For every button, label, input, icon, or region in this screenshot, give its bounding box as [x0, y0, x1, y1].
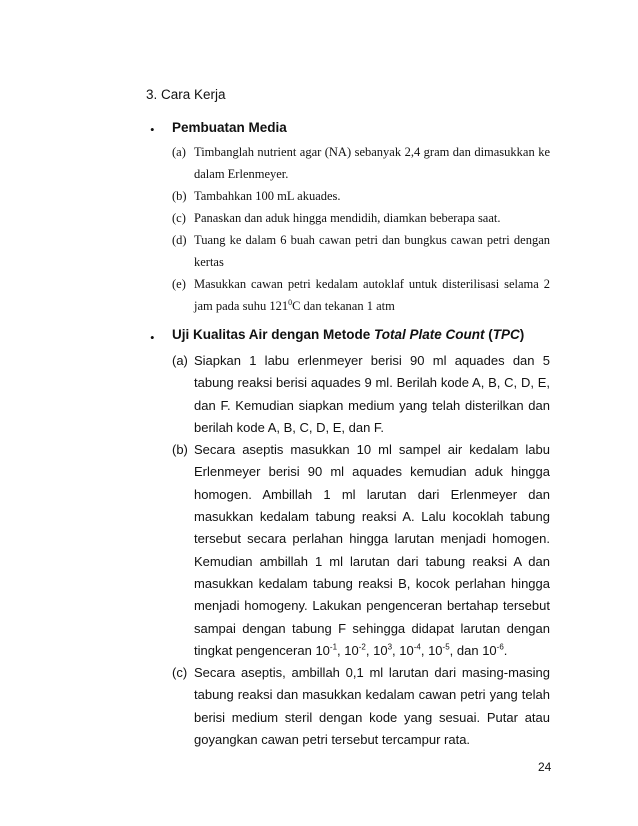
- section-title: 3. Cara Kerja: [146, 87, 226, 102]
- item-text: Panaskan dan aduk hingga mendidih, diamkan beberapa saat.: [194, 211, 501, 225]
- bullet-icon: •: [150, 122, 155, 137]
- item-text: Tambahkan 100 mL akuades.: [194, 189, 341, 203]
- dilution-values: $10^{-1}$, $10^{-2}$, $10^3$, $10^{-4}$, $10^{-5}$, dan $10^{-6}$.: [315, 642, 508, 658]
- media-heading: Pembuatan Media: [172, 120, 287, 135]
- list-item: [172, 229, 550, 273]
- bullet-icon: •: [150, 330, 155, 345]
- item-label: (b): [172, 189, 187, 203]
- list-item: [172, 207, 550, 229]
- item-label: (a): [172, 353, 188, 368]
- list-item: [172, 185, 550, 207]
- page-number: 24: [538, 760, 552, 774]
- item-label: (a): [172, 145, 186, 159]
- item-label: (c): [172, 665, 188, 681]
- tpc-steps-list: [172, 350, 550, 751]
- item-label: (b): [172, 442, 188, 458]
- media-steps-list: [172, 141, 550, 317]
- tpc-heading: Uji Kualitas Air dengan Metode Total Plate Count (TPC): [172, 327, 525, 342]
- item-text: Secara aseptis, ambillah 0,1 ml larutan dari masing-masing tabung reaksi dan masukkan kedalam cawan petri yang telah berisi medium steril dengan kode yang sesuai. Putar atau goyangkan cawan petri tersebut tercampur rata.: [194, 665, 550, 748]
- item-text: Secara aseptis masukkan 10 ml sampel air kedalam labu Erlenmeyer berisi 90 ml aquades kemudian aduk hingga homogen. Ambillah 1 ml larutan dari Erlenmeyer dan masukkan kedalam tabung reaksi A. Lalu kocoklah tabung tersebut secara perlahan hingga larutan menjadi homogen. Kemudian ambillah 1 ml larutan dari tabung reaksi A dan masukkan kedalam tabung reaksi B, kocok perlahan hingga menjadi homogeny. Lakukan pengenceran bertahap tersebut sampai dengan tabung F sehingga didapat larutan dengan tingkat pengenceran $10^{-1}$, $10^{-2}$, $10^3$, $10^{-4}$, $10^{-5}$, dan $10^{-6}$.: [194, 442, 550, 658]
- item-text: Siapkan 1 labu erlenmeyer berisi 90 ml aquades dan 5 tabung reaksi berisi aquades 9 ml. Berilah kode A, B, C, D, E, dan F. Kemudian siapkan medium yang telah disterilkan dan berilah kode A, B, C, D, E, dan F.: [194, 353, 550, 435]
- item-text: Tuang ke dalam 6 buah cawan petri dan bungkus cawan petri dengan kertas: [194, 233, 550, 269]
- list-item: [172, 350, 550, 439]
- list-item: [172, 141, 550, 185]
- list-item: [172, 273, 550, 317]
- list-item: [172, 662, 550, 751]
- list-item: [172, 439, 550, 662]
- item-label: (e): [172, 277, 186, 291]
- item-label: (c): [172, 211, 186, 225]
- item-label: (d): [172, 233, 187, 247]
- item-text: Timbanglah nutrient agar (NA) sebanyak 2,4 gram dan dimasukkan ke dalam Erlenmeyer.: [194, 145, 550, 181]
- item-text: Masukkan cawan petri kedalam autoklaf untuk disterilisasi selama 2 jam pada suhu $121^0C$ dan tekanan 1 atm: [194, 277, 550, 313]
